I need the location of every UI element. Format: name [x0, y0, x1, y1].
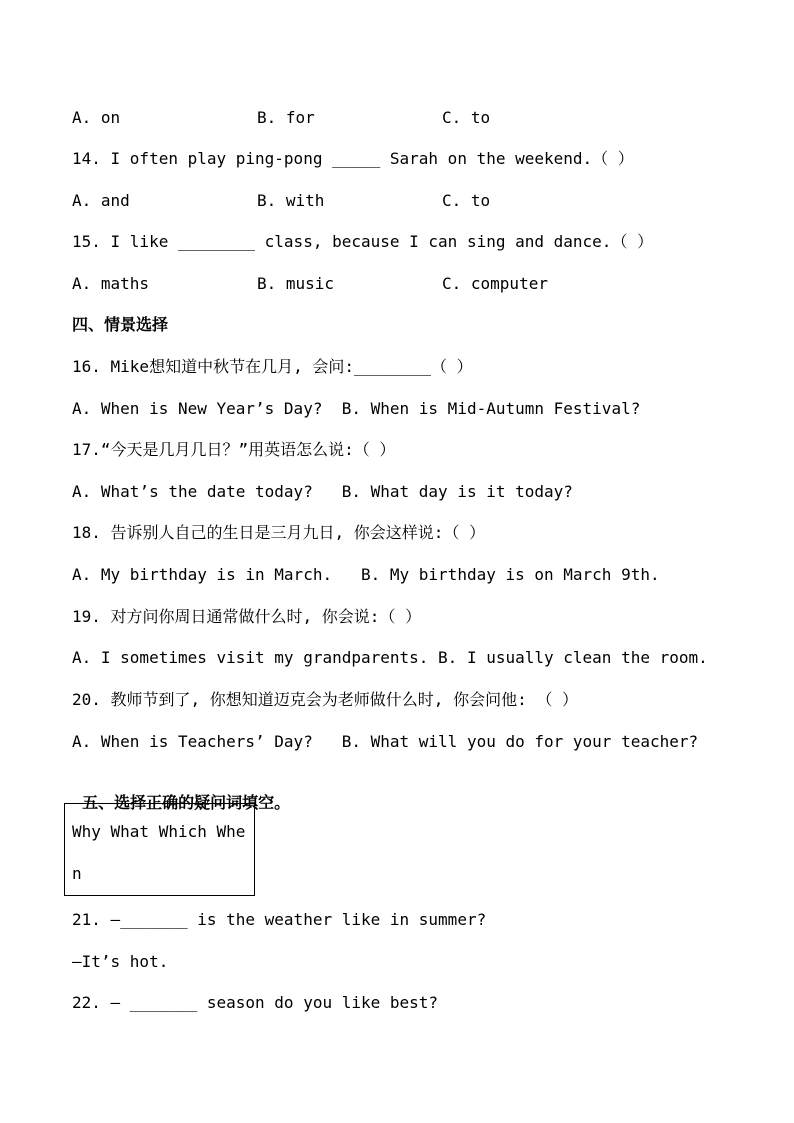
q16-options: A. When is New Year’s Day? B. When is Mid-Autumn Festival?: [72, 399, 641, 418]
q13-option-a[interactable]: A. on: [72, 108, 121, 127]
q14-option-c[interactable]: C. to: [442, 191, 491, 210]
q20-stem: 20. 教师节到了, 你想知道迈克会为老师做什么时, 你会问他: （ ）: [72, 690, 578, 709]
word-bank-box: [64, 803, 255, 896]
q16-stem: 16. Mike想知道中秋节在几月, 会问:________（ ）: [72, 357, 473, 376]
q15-option-b[interactable]: B. music: [257, 274, 335, 293]
q14-stem: 14. I often play ping-pong _____ Sarah on the weekend.（ ）: [72, 149, 634, 168]
q20-options: A. When is Teachers’ Day? B. What will you do for your teacher?: [72, 732, 699, 751]
q13-option-c[interactable]: C. to: [442, 108, 491, 127]
q17-stem: 17.“今天是几月几日？”用英语怎么说:（ ）: [72, 440, 396, 459]
q18-stem: 18. 告诉别人自己的生日是三月九日, 你会这样说:（ ）: [72, 523, 486, 542]
q14-option-a[interactable]: A. and: [72, 191, 130, 210]
section-5-title-text: 五、选择正确的疑问词填空。: [82, 793, 291, 812]
q22-stem: 22. — _______ season do you like best?: [72, 993, 439, 1012]
q19-options: A. I sometimes visit my grandparents. B. I usually clean the room.: [72, 648, 708, 667]
word-bank-line-1: Why What Which Whe: [72, 822, 246, 841]
word-bank-line-2: n: [72, 864, 82, 883]
q13-option-b[interactable]: B. for: [257, 108, 315, 127]
q14-option-b[interactable]: B. with: [257, 191, 325, 210]
q21-answer: —It’s hot.: [72, 952, 169, 971]
q15-stem: 15. I like ________ class, because I can sing and dance.（ ）: [72, 232, 654, 251]
section-4-title: 四、情景选择: [72, 315, 169, 334]
q15-option-a[interactable]: A. maths: [72, 274, 150, 293]
q19-stem: 19. 对方问你周日通常做什么时, 你会说:（ ）: [72, 607, 422, 626]
q21-stem: 21. —_______ is the weather like in summer?: [72, 910, 487, 929]
q18-options: A. My birthday is in March. B. My birthday is on March 9th.: [72, 565, 660, 584]
q17-options: A. What’s the date today? B. What day is it today?: [72, 482, 573, 501]
q15-option-c[interactable]: C. computer: [442, 274, 548, 293]
